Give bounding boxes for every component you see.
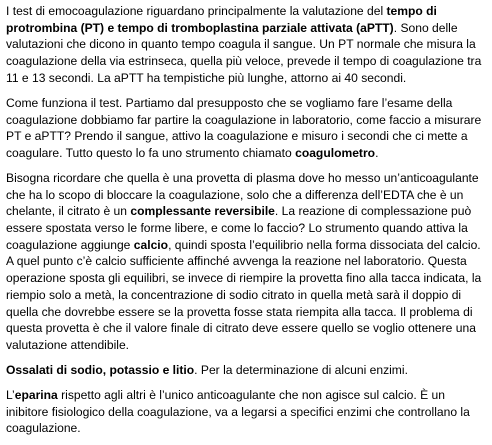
text-run: , quindi sposta l’equilibrio nella forma dissociata del calcio. A quel punto c’è calcio sufficiente affinché avvenga la reazione nel laboratorio. Questa operazione sposta gli equilibri, se invece di riempire la provetta fino alla tacca indicata, la riempio solo a metà, la concentrazione di sodio citrato in quella metà sarà il doppio di quella che dovrebbe essere se la provetta fosse stata riempita alla tacca. Il problema di questa provetta è che il valore finale di citrato deve essere quello se voglio ottenere una valutazione attendibile. (6, 237, 482, 352)
bold-term-eparina: eparina (14, 387, 58, 402)
document-page (6, 3, 490, 445)
text-run: . Per la determinazione di alcuni enzimi. (194, 362, 408, 377)
text-run: I test di emocoagulazione riguardano principalmente la valutazione del (6, 4, 387, 18)
paragraph-citrate (6, 170, 490, 354)
text-run: L’ (6, 387, 15, 402)
text-run: rispetto agli altri è l’unico anticoagulante che non agisce sul calcio. È un inibitore fisiologico della coagulazione, va a legarsi a specifici enzimi che controllano la coagulazione. (6, 387, 470, 436)
bold-term-pt-aptt: tempo di protrombina (PT) e tempo di tromboplastina parziale attivata (aPTT) (6, 4, 437, 35)
bold-term-ossalati: Ossalati di sodio, potassio e litio (6, 362, 195, 377)
text-run: Bisogna ricordare che quella è una provetta di plasma dove ho messo un’anticoagulante che ha lo scopo di bloccare la coagulazione, solo che a differenza dell’EDTA che è un chelante, il citrato è un (6, 170, 479, 219)
paragraph-eparina (6, 387, 490, 437)
text-run: . (375, 145, 379, 160)
paragraph-tests-overview (6, 3, 490, 87)
paragraph-ossalati (6, 362, 490, 379)
paragraph-how-test-works (6, 95, 490, 162)
bold-term-calcio: calcio (133, 237, 169, 252)
bold-term-complessante: complessante reversibile (130, 204, 275, 219)
text-run: . La reazione di complessazione può essere spostata verso le forme libere, e come lo faccio? Lo strumento quando attiva la coagulazione aggiunge (6, 204, 472, 252)
text-run: Come funziona il test. Partiamo dal presupposto che se vogliamo fare l’esame della coagulazione dobbiamo far partire la coagulazione in laboratorio, come faccio a misurare PT e aPTT? Prendo il sangue, attivo la coagulazione e misuro i secondi che ci mette a coagulare. Tutto questo lo fa uno strumento chiamato (6, 95, 482, 160)
bold-term-coagulometro: coagulometro (295, 145, 376, 160)
text-run: . Sono delle valutazioni che dicono in quanto tempo coagula il sangue. Un PT normale che misura la coagulazione della via estrinseca, quella più veloce, prevede il tempo di coagulazione tra 11 e 13 secondi. La aPTT ha tempistiche più lunghe, attorno ai 40 secondi. (6, 20, 482, 85)
